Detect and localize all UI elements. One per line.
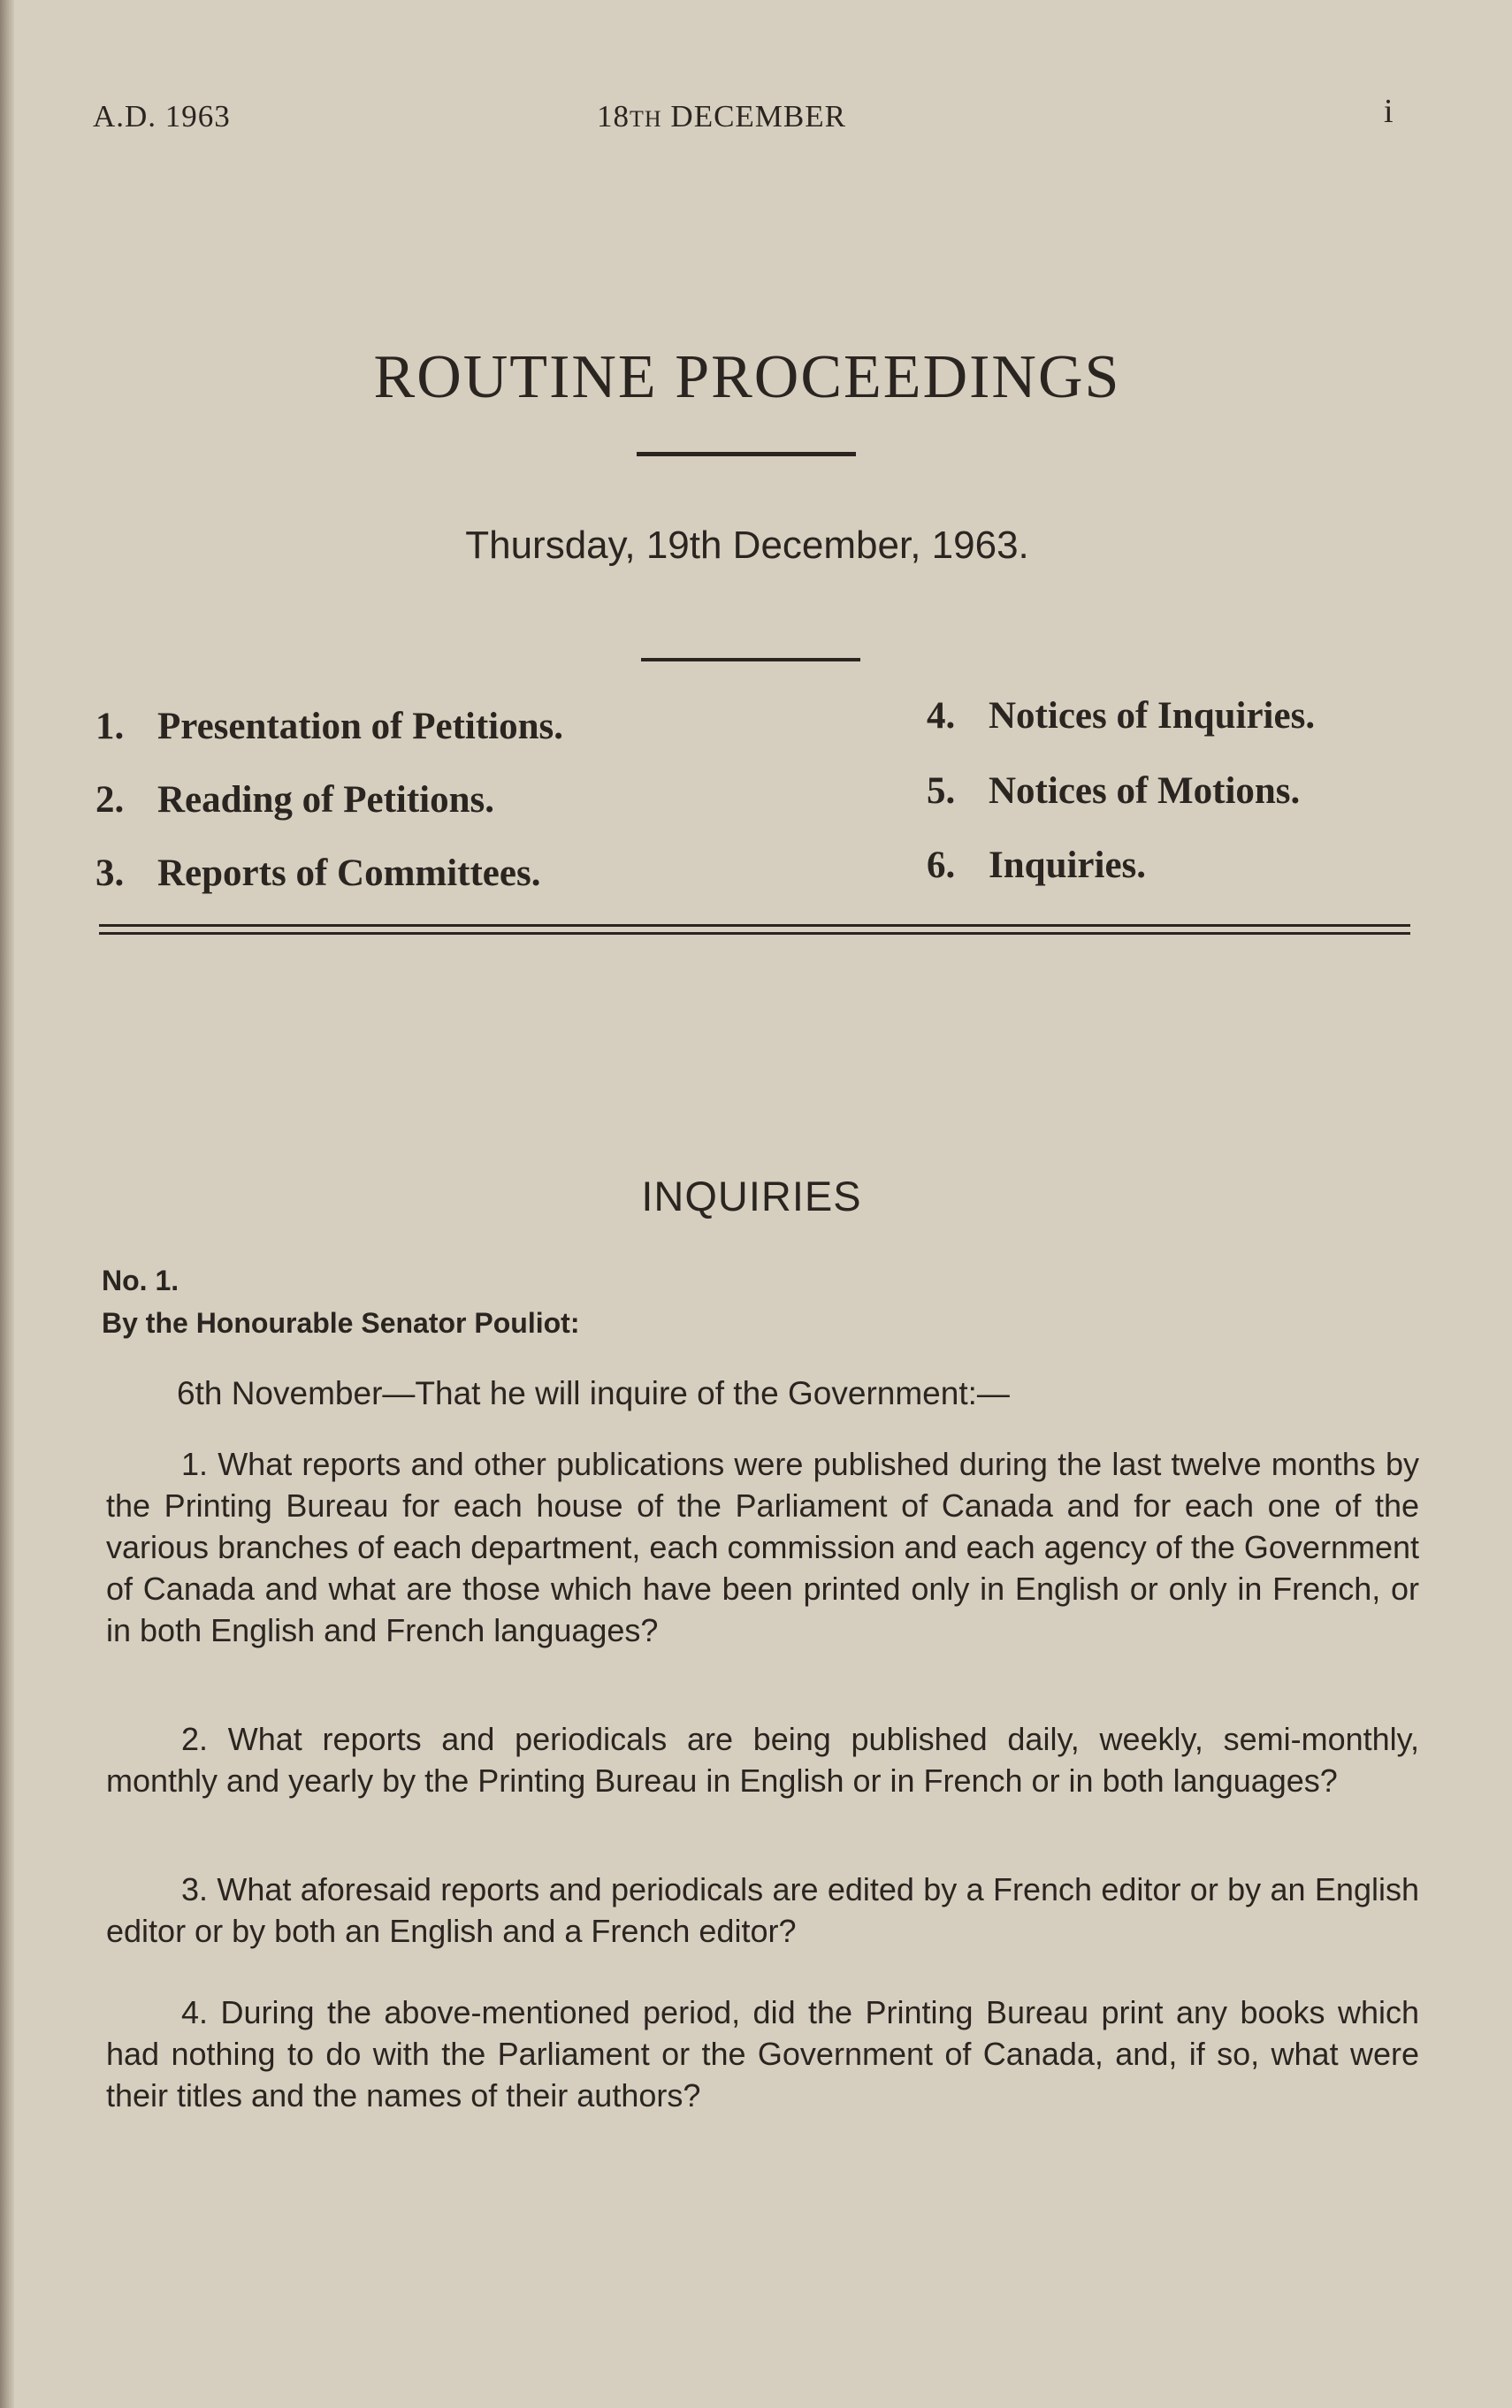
running-head-year: A.D. 1963 bbox=[93, 99, 231, 134]
double-rule-divider bbox=[99, 924, 1410, 935]
inquiry-question: 1. What reports and other publications were published during the last twelve months by the Printing Bureau for each house of the Parliament of Canada and for each one of the various branches of each department, each commission and each agency of the Government of Canada and what are those which have been printed only in English or only in French, or in both English and French languages? bbox=[106, 1446, 1419, 1648]
order-item-number: 1. bbox=[95, 706, 125, 747]
order-item bbox=[927, 769, 1300, 813]
running-head-month: DECEMBER bbox=[670, 99, 846, 134]
inquiry-question: 4. During the above-mentioned period, did the Printing Bureau print any books which had nothing to do with the Parliament or the Government of Canada, and, if so, what were their titles and the names of their authors? bbox=[106, 1994, 1419, 2114]
page-number: i bbox=[1384, 93, 1394, 130]
sitting-date: Thursday, 19th December, 1963. bbox=[465, 524, 1029, 567]
order-item-label: Reading of Petitions. bbox=[157, 779, 495, 821]
order-item-number: 3. bbox=[95, 852, 125, 894]
order-item-number: 5. bbox=[927, 770, 956, 812]
order-item bbox=[95, 705, 563, 748]
date-rule bbox=[641, 658, 860, 661]
order-item-number: 2. bbox=[95, 779, 125, 821]
inquiry-question: 2. What reports and periodicals are being published daily, weekly, semi-monthly, monthly and yearly by the Printing Bureau in English or in French or in both languages? bbox=[106, 1721, 1419, 1799]
running-head-day-suffix: TH bbox=[630, 106, 662, 132]
section-heading: INQUIRIES bbox=[641, 1173, 862, 1219]
inquiry-author: By the Honourable Senator Pouliot: bbox=[102, 1307, 580, 1339]
inquiry-number: No. 1. bbox=[102, 1265, 179, 1296]
order-item-number: 6. bbox=[927, 845, 956, 886]
inquiry-intro: 6th November—That he will inquire of the Government:— bbox=[177, 1375, 1010, 1411]
order-item-label: Inquiries. bbox=[989, 845, 1147, 886]
order-item bbox=[95, 778, 494, 822]
order-item-label: Notices of Inquiries. bbox=[989, 695, 1316, 737]
inquiry-question: 3. What aforesaid reports and periodicals are edited by a French editor or by an English editor or by both an English and a French editor? bbox=[106, 1871, 1419, 1949]
order-item-label: Reports of Committees. bbox=[157, 852, 541, 894]
order-item bbox=[95, 852, 540, 895]
order-item bbox=[927, 844, 1146, 887]
page-title: ROUTINE PROCEEDINGS bbox=[373, 342, 1121, 411]
order-item-number: 4. bbox=[927, 695, 956, 737]
order-item-label: Notices of Motions. bbox=[989, 770, 1301, 812]
running-head-date bbox=[597, 99, 846, 134]
running-head-day: 18 bbox=[597, 99, 630, 134]
title-rule bbox=[637, 452, 856, 456]
order-item bbox=[927, 694, 1315, 738]
order-item-label: Presentation of Petitions. bbox=[157, 706, 563, 747]
